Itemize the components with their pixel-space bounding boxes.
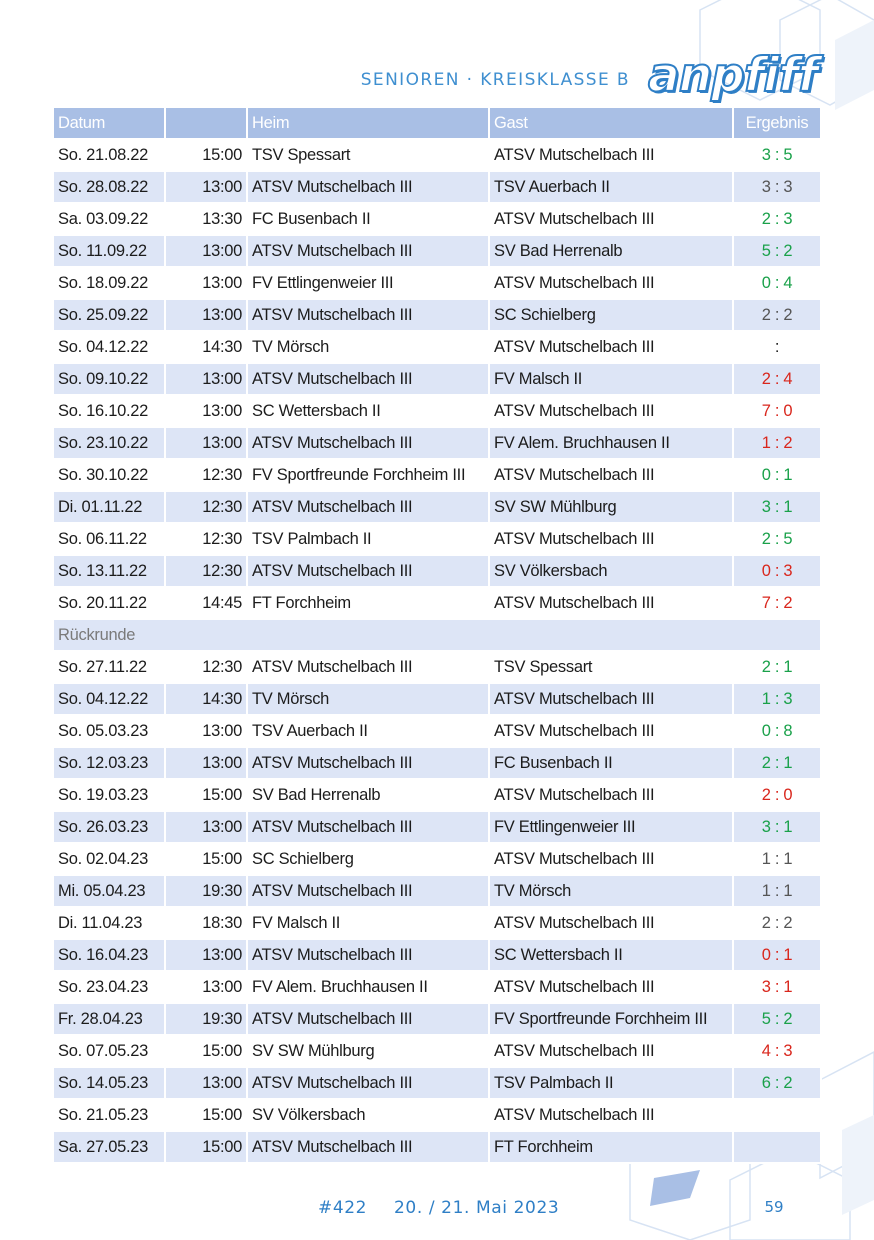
date-cell: So. 12.03.23 <box>53 747 165 779</box>
away-team-cell: ATSV Mutschelbach III <box>489 1035 733 1067</box>
result-cell: 5 : 2 <box>733 1003 821 1035</box>
away-team-cell: ATSV Mutschelbach III <box>489 779 733 811</box>
table-row <box>53 1099 821 1131</box>
time-cell: 19:30 <box>165 1003 247 1035</box>
home-team-cell: ATSV Mutschelbach III <box>247 811 489 843</box>
result-cell: 3 : 1 <box>733 491 821 523</box>
table-subheading-row <box>53 619 821 651</box>
result-cell: 1 : 3 <box>733 683 821 715</box>
date-cell: So. 16.04.23 <box>53 939 165 971</box>
away-team-cell: TSV Auerbach II <box>489 171 733 203</box>
result-cell: 0 : 3 <box>733 555 821 587</box>
home-team-cell: SC Schielberg <box>247 843 489 875</box>
away-team-cell: ATSV Mutschelbach III <box>489 683 733 715</box>
home-team-cell: FC Busenbach II <box>247 203 489 235</box>
home-team-cell: ATSV Mutschelbach III <box>247 235 489 267</box>
date-cell: Sa. 03.09.22 <box>53 203 165 235</box>
result-cell <box>733 1131 821 1163</box>
home-team-cell: ATSV Mutschelbach III <box>247 299 489 331</box>
home-team-cell: TV Mörsch <box>247 331 489 363</box>
result-cell <box>733 1099 821 1131</box>
result-cell: 2 : 4 <box>733 363 821 395</box>
table-row <box>53 1035 821 1067</box>
table-row <box>53 555 821 587</box>
date-cell: Sa. 27.05.23 <box>53 1131 165 1163</box>
footer-date: 20. / 21. Mai 2023 <box>394 1198 560 1218</box>
away-team-cell: ATSV Mutschelbach III <box>489 843 733 875</box>
home-team-cell: ATSV Mutschelbach III <box>247 1067 489 1099</box>
date-cell: So. 28.08.22 <box>53 171 165 203</box>
away-team-cell: ATSV Mutschelbach III <box>489 139 733 171</box>
page-number: 59 <box>764 1198 784 1216</box>
home-team-cell: ATSV Mutschelbach III <box>247 747 489 779</box>
away-team-cell: ATSV Mutschelbach III <box>489 907 733 939</box>
date-cell: So. 04.12.22 <box>53 683 165 715</box>
result-cell: 0 : 1 <box>733 939 821 971</box>
home-team-cell: SV SW Mühlburg <box>247 1035 489 1067</box>
result-cell: 2 : 5 <box>733 523 821 555</box>
home-team-cell: ATSV Mutschelbach III <box>247 939 489 971</box>
home-team-cell: ATSV Mutschelbach III <box>247 1131 489 1163</box>
subheading-label: Rückrunde <box>53 619 821 651</box>
fixture-table-body <box>53 139 821 1163</box>
table-row <box>53 203 821 235</box>
away-team-cell: TSV Spessart <box>489 651 733 683</box>
date-cell: So. 04.12.22 <box>53 331 165 363</box>
time-cell: 13:00 <box>165 235 247 267</box>
home-team-cell: ATSV Mutschelbach III <box>247 651 489 683</box>
table-row <box>53 747 821 779</box>
home-team-cell: TSV Spessart <box>247 139 489 171</box>
table-row <box>53 427 821 459</box>
time-cell: 13:00 <box>165 747 247 779</box>
time-cell: 15:00 <box>165 1099 247 1131</box>
time-cell: 15:00 <box>165 139 247 171</box>
date-cell: Di. 01.11.22 <box>53 491 165 523</box>
table-row <box>53 171 821 203</box>
date-cell: So. 14.05.23 <box>53 1067 165 1099</box>
time-cell: 12:30 <box>165 523 247 555</box>
result-cell: 5 : 2 <box>733 235 821 267</box>
away-team-cell: ATSV Mutschelbach III <box>489 459 733 491</box>
result-cell: 3 : 1 <box>733 971 821 1003</box>
result-cell: 1 : 1 <box>733 843 821 875</box>
date-cell: So. 06.11.22 <box>53 523 165 555</box>
table-header-row <box>53 107 821 139</box>
table-row <box>53 491 821 523</box>
date-cell: So. 16.10.22 <box>53 395 165 427</box>
table-row <box>53 363 821 395</box>
result-cell: 7 : 2 <box>733 587 821 619</box>
result-cell: 0 : 1 <box>733 459 821 491</box>
away-team-cell: ATSV Mutschelbach III <box>489 395 733 427</box>
home-team-cell: SV Bad Herrenalb <box>247 779 489 811</box>
date-cell: So. 21.05.23 <box>53 1099 165 1131</box>
result-cell: 0 : 4 <box>733 267 821 299</box>
date-cell: So. 18.09.22 <box>53 267 165 299</box>
away-team-cell: FV Alem. Bruchhausen II <box>489 427 733 459</box>
away-team-cell: SC Wettersbach II <box>489 939 733 971</box>
date-cell: So. 13.11.22 <box>53 555 165 587</box>
home-team-cell: TSV Auerbach II <box>247 715 489 747</box>
table-row <box>53 523 821 555</box>
table-row <box>53 139 821 171</box>
home-team-cell: FV Ettlingenweier III <box>247 267 489 299</box>
date-cell: Fr. 28.04.23 <box>53 1003 165 1035</box>
time-cell: 12:30 <box>165 555 247 587</box>
away-team-cell: SV SW Mühlburg <box>489 491 733 523</box>
result-cell: 6 : 2 <box>733 1067 821 1099</box>
home-team-cell: SC Wettersbach II <box>247 395 489 427</box>
away-team-cell: ATSV Mutschelbach III <box>489 587 733 619</box>
result-cell: 2 : 1 <box>733 651 821 683</box>
column-header-time <box>165 107 247 139</box>
table-row <box>53 1131 821 1163</box>
table-row <box>53 971 821 1003</box>
table-row <box>53 939 821 971</box>
home-team-cell: FV Malsch II <box>247 907 489 939</box>
result-cell: 1 : 1 <box>733 875 821 907</box>
result-cell: 2 : 1 <box>733 747 821 779</box>
result-cell: 3 : 1 <box>733 811 821 843</box>
result-cell: 3 : 3 <box>733 171 821 203</box>
time-cell: 13:00 <box>165 1067 247 1099</box>
table-row <box>53 587 821 619</box>
away-team-cell: FV Ettlingenweier III <box>489 811 733 843</box>
time-cell: 15:00 <box>165 1035 247 1067</box>
time-cell: 19:30 <box>165 875 247 907</box>
away-team-cell: FV Malsch II <box>489 363 733 395</box>
home-team-cell: FV Sportfreunde Forchheim III <box>247 459 489 491</box>
time-cell: 12:30 <box>165 491 247 523</box>
home-team-cell: ATSV Mutschelbach III <box>247 491 489 523</box>
time-cell: 12:30 <box>165 459 247 491</box>
away-team-cell: ATSV Mutschelbach III <box>489 971 733 1003</box>
table-row <box>53 811 821 843</box>
table-row <box>53 1003 821 1035</box>
date-cell: Di. 11.04.23 <box>53 907 165 939</box>
date-cell: So. 23.04.23 <box>53 971 165 1003</box>
home-team-cell: ATSV Mutschelbach III <box>247 171 489 203</box>
result-cell: 4 : 3 <box>733 1035 821 1067</box>
result-cell: 2 : 3 <box>733 203 821 235</box>
time-cell: 18:30 <box>165 907 247 939</box>
result-cell: 7 : 0 <box>733 395 821 427</box>
time-cell: 13:00 <box>165 715 247 747</box>
section-title: SENIOREN · KREISKLASSE B <box>360 70 630 90</box>
away-team-cell: ATSV Mutschelbach III <box>489 1099 733 1131</box>
time-cell: 14:30 <box>165 331 247 363</box>
table-row <box>53 779 821 811</box>
result-cell: 1 : 2 <box>733 427 821 459</box>
date-cell: So. 02.04.23 <box>53 843 165 875</box>
table-row <box>53 843 821 875</box>
away-team-cell: SV Völkersbach <box>489 555 733 587</box>
home-team-cell: ATSV Mutschelbach III <box>247 427 489 459</box>
home-team-cell: TV Mörsch <box>247 683 489 715</box>
date-cell: So. 11.09.22 <box>53 235 165 267</box>
time-cell: 15:00 <box>165 1131 247 1163</box>
away-team-cell: TV Mörsch <box>489 875 733 907</box>
column-header-home: Heim <box>247 107 489 139</box>
date-cell: So. 05.03.23 <box>53 715 165 747</box>
time-cell: 14:30 <box>165 683 247 715</box>
time-cell: 13:00 <box>165 267 247 299</box>
away-team-cell: ATSV Mutschelbach III <box>489 203 733 235</box>
table-row <box>53 395 821 427</box>
result-cell: : <box>733 331 821 363</box>
away-team-cell: FT Forchheim <box>489 1131 733 1163</box>
time-cell: 13:00 <box>165 171 247 203</box>
away-team-cell: ATSV Mutschelbach III <box>489 523 733 555</box>
time-cell: 15:00 <box>165 843 247 875</box>
table-row <box>53 683 821 715</box>
date-cell: So. 25.09.22 <box>53 299 165 331</box>
time-cell: 14:45 <box>165 587 247 619</box>
table-row <box>53 235 821 267</box>
table-row <box>53 299 821 331</box>
result-cell: 3 : 5 <box>733 139 821 171</box>
fixture-table <box>52 106 822 1164</box>
column-header-date: Datum <box>53 107 165 139</box>
column-header-result: Ergebnis <box>733 107 821 139</box>
anpfiff-logo: anpfiff <box>648 48 818 103</box>
home-team-cell: SV Völkersbach <box>247 1099 489 1131</box>
table-row <box>53 651 821 683</box>
away-team-cell: ATSV Mutschelbach III <box>489 331 733 363</box>
home-team-cell: FT Forchheim <box>247 587 489 619</box>
time-cell: 13:30 <box>165 203 247 235</box>
table-row <box>53 267 821 299</box>
away-team-cell: ATSV Mutschelbach III <box>489 267 733 299</box>
date-cell: So. 19.03.23 <box>53 779 165 811</box>
date-cell: So. 07.05.23 <box>53 1035 165 1067</box>
home-team-cell: ATSV Mutschelbach III <box>247 555 489 587</box>
away-team-cell: TSV Palmbach II <box>489 1067 733 1099</box>
table-row <box>53 459 821 491</box>
away-team-cell: SV Bad Herrenalb <box>489 235 733 267</box>
date-cell: So. 27.11.22 <box>53 651 165 683</box>
footer-issue-number: #422 <box>318 1198 368 1218</box>
time-cell: 13:00 <box>165 363 247 395</box>
result-cell: 0 : 8 <box>733 715 821 747</box>
home-team-cell: ATSV Mutschelbach III <box>247 363 489 395</box>
table-row <box>53 715 821 747</box>
date-cell: So. 26.03.23 <box>53 811 165 843</box>
column-header-away: Gast <box>489 107 733 139</box>
away-team-cell: FV Sportfreunde Forchheim III <box>489 1003 733 1035</box>
date-cell: Mi. 05.04.23 <box>53 875 165 907</box>
table-row <box>53 1067 821 1099</box>
result-cell: 2 : 2 <box>733 299 821 331</box>
result-cell: 2 : 2 <box>733 907 821 939</box>
away-team-cell: ATSV Mutschelbach III <box>489 715 733 747</box>
time-cell: 15:00 <box>165 779 247 811</box>
home-team-cell: ATSV Mutschelbach III <box>247 875 489 907</box>
home-team-cell: FV Alem. Bruchhausen II <box>247 971 489 1003</box>
table-row <box>53 875 821 907</box>
date-cell: So. 23.10.22 <box>53 427 165 459</box>
date-cell: So. 20.11.22 <box>53 587 165 619</box>
date-cell: So. 30.10.22 <box>53 459 165 491</box>
away-team-cell: SC Schielberg <box>489 299 733 331</box>
table-row <box>53 907 821 939</box>
time-cell: 13:00 <box>165 427 247 459</box>
time-cell: 13:00 <box>165 811 247 843</box>
result-cell: 2 : 0 <box>733 779 821 811</box>
time-cell: 13:00 <box>165 395 247 427</box>
home-team-cell: ATSV Mutschelbach III <box>247 1003 489 1035</box>
date-cell: So. 21.08.22 <box>53 139 165 171</box>
away-team-cell: FC Busenbach II <box>489 747 733 779</box>
time-cell: 13:00 <box>165 939 247 971</box>
time-cell: 13:00 <box>165 299 247 331</box>
home-team-cell: TSV Palmbach II <box>247 523 489 555</box>
time-cell: 12:30 <box>165 651 247 683</box>
date-cell: So. 09.10.22 <box>53 363 165 395</box>
time-cell: 13:00 <box>165 971 247 1003</box>
table-row <box>53 331 821 363</box>
